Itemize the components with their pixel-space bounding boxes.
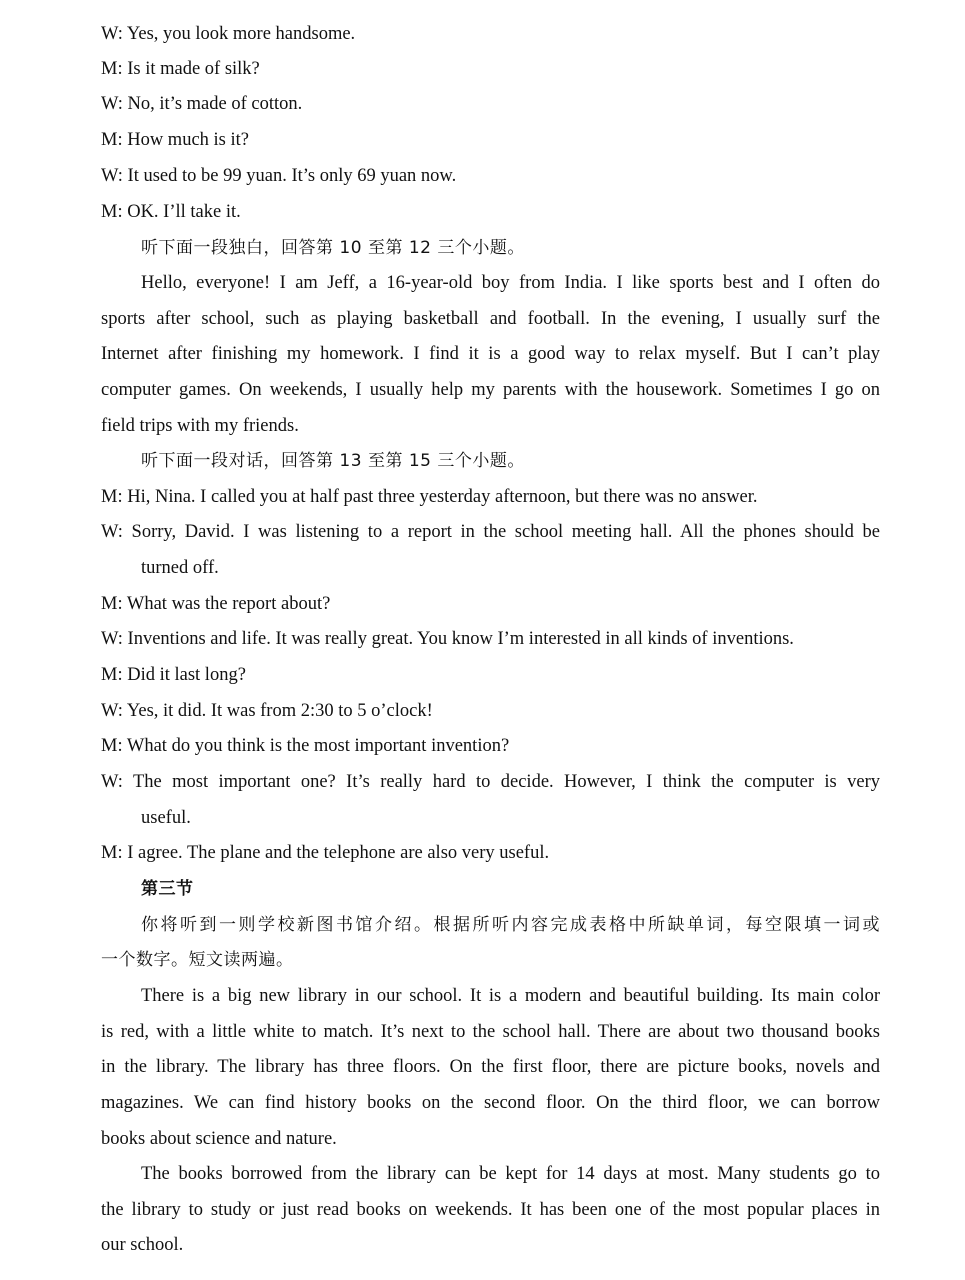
dialogue-line: M: What do you think is the most important invention? (101, 736, 510, 756)
dialogue-line: W: Inventions and life. It was really great. You know I’m interested in all kinds of inventions. (101, 629, 794, 649)
dialogue-line: W: Yes, it did. It was from 2:30 to 5 o’clock! (101, 701, 433, 721)
dialogue-line: M: Is it made of silk? (101, 59, 260, 79)
dialogue-instruction: 听下面一段对话，回答第 13 至第 15 三个小题。 (141, 451, 525, 471)
dialogue-line-continuation: useful. (141, 808, 191, 828)
monologue-text-line: Internet after finishing my homework. I find it is a good way to relax myself. But I can’t play (101, 344, 880, 364)
section-heading: 第三节 (141, 879, 194, 899)
passage-text-line: The books borrowed from the library can be kept for 14 days at most. Many students go to (141, 1164, 880, 1184)
monologue-instruction: 听下面一段独白，回答第 10 至第 12 三个小题。 (141, 238, 525, 258)
passage-text-line: books about science and nature. (101, 1129, 337, 1149)
monologue-text-line: Hello, everyone! I am Jeff, a 16-year-old boy from India. I like sports best and I often do (141, 273, 880, 293)
dialogue-line: M: OK. I’ll take it. (101, 202, 241, 222)
monologue-text-line: sports after school, such as playing basketball and football. In the evening, I usually surf the (101, 309, 880, 329)
dialogue-line: W: Sorry, David. I was listening to a report in the school meeting hall. All the phones should be (101, 522, 880, 542)
dialogue-line-continuation: turned off. (141, 558, 219, 578)
section-instruction: 一个数字。短文读两遍。 (101, 950, 294, 970)
dialogue-line: M: Hi, Nina. I called you at half past three yesterday afternoon, but there was no answer. (101, 487, 758, 507)
dialogue-line: W: No, it’s made of cotton. (101, 94, 303, 114)
dialogue-line: W: Yes, you look more handsome. (101, 24, 356, 44)
passage-text-line: our school. (101, 1235, 184, 1255)
dialogue-line: W: The most important one? It’s really hard to decide. However, I think the computer is very (101, 772, 880, 792)
dialogue-line: M: What was the report about? (101, 594, 331, 614)
dialogue-line: M: I agree. The plane and the telephone are also very useful. (101, 843, 550, 863)
dialogue-line: M: Did it last long? (101, 665, 246, 685)
passage-text-line: is red, with a little white to match. It’s next to the school hall. There are about two thousand books (101, 1022, 880, 1042)
passage-text-line: There is a big new library in our school. It is a modern and beautiful building. Its main color (141, 986, 880, 1006)
monologue-text-line: field trips with my friends. (101, 416, 299, 436)
section-instruction: 你将听到一则学校新图书馆介绍。根据所听内容完成表格中所缺单词，每空限填一词或 (141, 915, 880, 935)
dialogue-line: M: How much is it? (101, 130, 249, 150)
dialogue-line: W: It used to be 99 yuan. It’s only 69 yuan now. (101, 166, 457, 186)
passage-text-line: the library to study or just read books on weekends. It has been one of the most popular places in (101, 1200, 880, 1220)
passage-text-line: in the library. The library has three floors. On the first floor, there are picture books, novels and (101, 1057, 880, 1077)
monologue-text-line: computer games. On weekends, I usually help my parents with the housework. Sometimes I go on (101, 380, 880, 400)
passage-text-line: magazines. We can find history books on the second floor. On the third floor, we can borrow (101, 1093, 880, 1113)
